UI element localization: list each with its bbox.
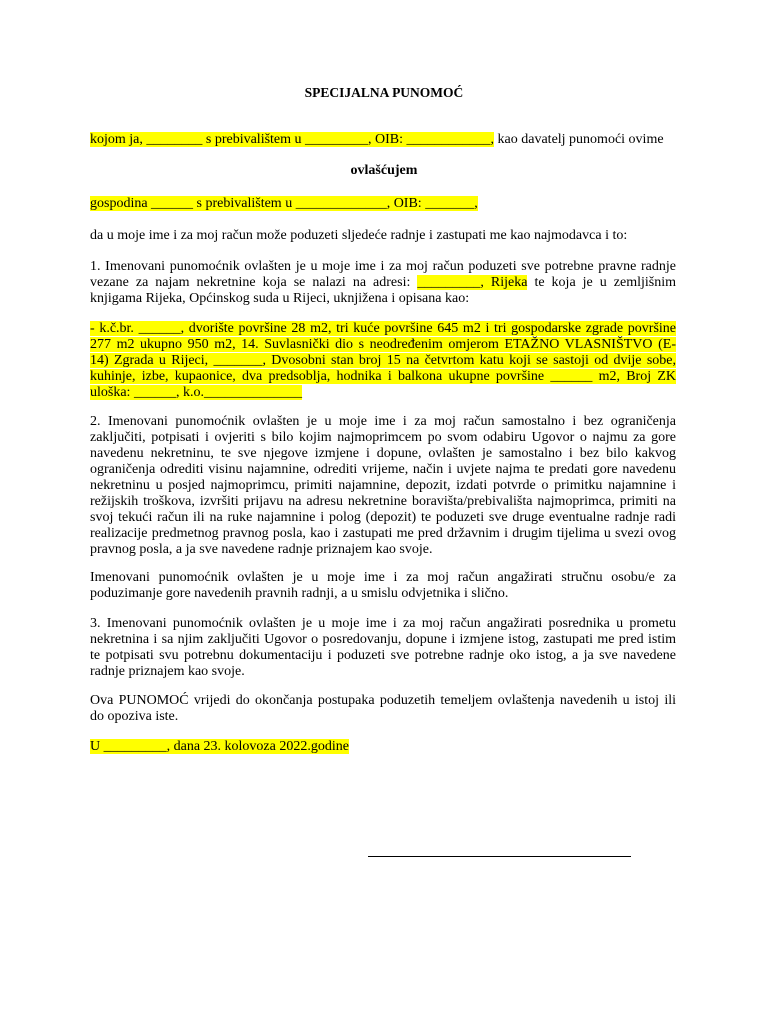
- ovlascujem-heading: ovlašćujem: [350, 163, 418, 178]
- intro-line: [90, 132, 676, 149]
- p2-line-8: realizacije predmetnog pravnog posla, kao i zastupati me pred državnim i drugim tijelima u svezi ovog: [90, 526, 676, 541]
- expert-line-1: Imenovani punomoćnik ovlašten je u moje ime i za moj račun angažirati stručnu osobu/e za: [90, 570, 676, 585]
- p2-line-2: zaključiti, potpisati i ovjeriti s bilo kojim najmoprimcem po svom odabiru Ugovor o najmu za gore: [90, 430, 676, 445]
- intro-rest: kao davatelj punomoći ovime: [494, 132, 664, 147]
- date-highlight: U _________, dana 23. kolovoza 2022.godine: [90, 739, 349, 754]
- intro-highlight: kojom ja, ________ s prebivalištem u _________, OIB: ____________,: [90, 132, 495, 147]
- signature-line: [368, 856, 631, 857]
- date-line: [90, 739, 676, 756]
- p3-line-1: 3. Imenovani punomoćnik ovlašten je u moje ime i za moj račun angažirati posrednika u prometu: [90, 616, 676, 631]
- p2-line-9: pravnog posla, a ja sve navedene radnje priznajem kao svoje.: [90, 542, 433, 557]
- scope-line: da u moje ime i za moj račun može poduzeti sljedeće radnje i zastupati me kao najmodavca i to:: [90, 228, 628, 243]
- p3-line-2: nekretnina i sa njim zaključiti Ugovor o posredovanju, dopune i izmjene istog, zastupati me pred istim: [90, 632, 676, 647]
- property-text-5: uloška: ______, k.o.______________: [90, 385, 302, 400]
- p3-line-4: radnje priznajem kao svoje.: [90, 664, 245, 679]
- property-line-5: [90, 385, 676, 402]
- p1-line-2-a: vezane za najam nekretnine koja se nalazi na adresi:: [90, 275, 418, 290]
- property-line-3: [90, 353, 676, 370]
- validity-line-1: Ova PUNOMOĆ vrijedi do okončanja postupaka poduzetih temeljem ovlaštenja navedenih u istoj ili: [90, 693, 676, 708]
- document-title: SPECIJALNA PUNOMOĆ: [304, 85, 464, 100]
- property-text-2: 277 m2 ukupno 950 m2, 14. Suvlasnički dio s neodređenim omjerom ETAŽNO VLASNIŠTVO (E-: [90, 337, 676, 352]
- property-text-4: kuhinje, izbe, kupaonice, dva predsoblja, hodnika i balkona ukupne površine ______ m2, Broj ZK: [90, 369, 676, 384]
- p2-line-5: nekretninu u posjed najmoprimcu, primiti najamnine, depozit, izdati potvrde o primitku najamnine i: [90, 478, 676, 493]
- expert-line-2: poduzimanje gore navedenih pravnih radnji, a u smislu odvjetnika i slično.: [90, 586, 509, 601]
- gospodina-highlight: gospodina ______ s prebivalištem u _____________, OIB: _______,: [90, 196, 478, 211]
- property-line-2: [90, 337, 676, 354]
- p1-line-1: 1. Imenovani punomoćnik ovlašten je u moje ime i za moj račun poduzeti sve potrebne pravne radnje: [90, 259, 676, 274]
- p1-line-3: knjigama Rijeka, Općinskog suda u Rijeci, uknjižena i opisana kao:: [90, 291, 470, 306]
- p2-line-4: ograničenja odrediti visinu najamnine, odrediti vrijeme, način i uvjete najma te predati gore navedenu: [90, 462, 676, 477]
- p1-line-2-b: te koja je u zemljišnim: [527, 275, 677, 290]
- p2-line-7: svoj tekući račun ili na ruke najamnine i polog (depozit) te poduzeti sve druge eventualne radnje radi: [90, 510, 676, 525]
- p2-line-1: 2. Imenovani punomoćnik ovlašten je u moje ime i za moj račun samostalno i bez ograničenja: [90, 414, 676, 429]
- property-text-1: - k.č.br. ______, dvorište površine 28 m2, tri kuće površine 645 m2 i tri gospodarske zgrade površine: [90, 321, 676, 336]
- property-line-1: [90, 321, 676, 338]
- validity-line-2: do opoziva iste.: [90, 709, 179, 724]
- gospodina-line: [90, 196, 676, 213]
- p2-line-6: režijskih troškova, izvršiti prijavu na adresu nekretnine boravišta/prebivališta najmoprimca, primiti na: [90, 494, 676, 509]
- property-text-3: 14) Zgrada u Rijeci, _______, Dvosobni stan broj 15 na četvrtom katu koji se sastoji od dvije sobe,: [90, 353, 676, 368]
- p2-line-3: navedenu nekretninu, te sve njegove izmjene i dopune, ovlašten je samostalno i bez bilo kakvog: [90, 446, 676, 461]
- p1-line-2: [90, 275, 676, 292]
- property-line-4: [90, 369, 676, 386]
- address-highlight: _________, Rijeka: [417, 275, 528, 290]
- p3-line-3: te potpisati svu potrebnu dokumentaciju i poduzeti sve potrebne radnje oko istog, a ja sve navedene: [90, 648, 676, 663]
